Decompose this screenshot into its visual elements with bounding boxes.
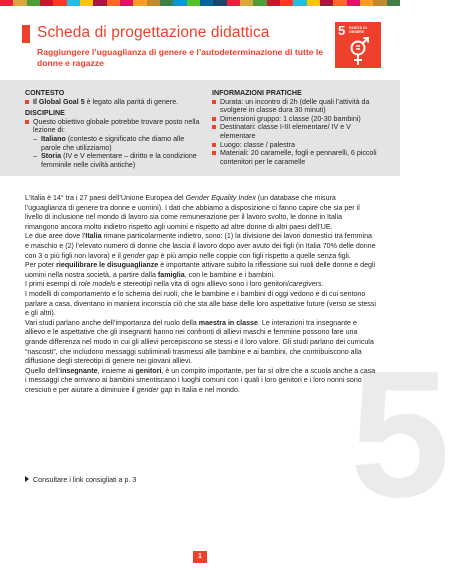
sdg-color-segment bbox=[120, 0, 133, 6]
sdg-color-segment bbox=[13, 0, 26, 6]
goal-number: 5 bbox=[338, 23, 346, 38]
info-box bbox=[0, 80, 400, 176]
goal-label: PARITÀ DI GENERE bbox=[349, 26, 367, 35]
arrow-right-icon bbox=[25, 476, 29, 482]
context-item-bold: Il Global Goal 5 bbox=[33, 97, 85, 106]
sdg-color-segment bbox=[67, 0, 80, 6]
paragraph: Per poter riequilibrare le disuguaglianze è importante attivare subito la riflessione sui ruoli delle donne e degli uomini nella nostra società, a partire dalla famiglia, con le bambine e i bambini. bbox=[25, 261, 376, 279]
page-title: Scheda di progettazione didattica bbox=[37, 24, 270, 41]
context-item bbox=[25, 98, 200, 107]
context-item-text: è legato alla parità di genere. bbox=[84, 97, 179, 106]
sdg-color-segment bbox=[253, 0, 266, 6]
page-subtitle: Raggiungere l’uguaglianza di genere e l’autodeterminazione di tutte le donne e ragazze bbox=[37, 47, 324, 68]
sdg5-badge bbox=[335, 22, 381, 68]
body-text bbox=[25, 194, 377, 395]
sdg-color-segment bbox=[293, 0, 306, 6]
discipline-item: – Storia (IV e V elementare – diritto e la condizione femminile nelle civiltà antiche) bbox=[33, 152, 200, 169]
links-reference-text: Consultare i link consigliati a p. 3 bbox=[33, 476, 137, 484]
practical-item: Luogo: classe / palestra bbox=[212, 141, 387, 150]
sdg-color-segment bbox=[200, 0, 213, 6]
paragraph: Quello dell’insegnante, insieme ai genitori, è un compito importante, per far sì oltre che a scuola anche a casa i messaggi che arrivano ai bambini smentiscano i luoghi comuni con i quali i loro genitori e i loro nonni sono cresciuti e per aiutare a diminuire il gender gap in Italia e nel mondo. bbox=[25, 366, 376, 394]
sdg-color-segment bbox=[320, 0, 333, 6]
sdg-color-segment bbox=[133, 0, 146, 6]
sdg-color-segment bbox=[80, 0, 93, 6]
watermark-number: 5 bbox=[350, 334, 450, 535]
practical-heading: INFORMAZIONI PRATICHE bbox=[212, 89, 302, 97]
sdg-color-segment bbox=[240, 0, 253, 6]
sdg-color-segment bbox=[307, 0, 320, 6]
discipline-item: – Italiano (contesto e significato che diamo alle parole che utilizziamo) bbox=[33, 135, 200, 152]
paragraph: I modelli di comportamento e lo schema dei ruoli, che le bambine e i bambini di oggi vedono e di cui sentono parlare a casa, diventano in maniera inconscia ciò che sta alle base delle loro aspettative future (verso se stessi e gli altri). bbox=[25, 289, 376, 318]
sdg-color-segment bbox=[387, 0, 400, 6]
paragraph: Vari studi parlano anche dell’importanza del ruolo della maestra in classe. Le interazioni tra insegnante e allievo e le aspettative che gli insegnanti hanno nei confronti di allievi maschi e femmine possono fare una grande differenza nel modo in cui gli allievi percepiscono se stessi e il loro valore. Gli studi parlano dei curricula “nascosti”, che includono messaggi subliminali trasmessi alle bambine e ai bambini, che contribuiscono alla diffusione degli stereotipi di genere nei giovani allievi. bbox=[25, 318, 374, 366]
practical-info-column bbox=[212, 89, 387, 166]
sdg-color-segment bbox=[360, 0, 373, 6]
paragraph: Le due aree dove l’Italia rimane particolarmente indietro, sono: (1) la divisione dei lavori domestici tra femmina e maschio e (2) l’elevato numero di donne che lascia il lavoro dopo aver avuto dei figli (in Italia 70% delle donne con 3 o più figli non lavora) e il gender gap è più ampio nelle coppie con figli rispetto a quelle senza figli. bbox=[25, 232, 376, 260]
title-accent-bar bbox=[22, 25, 30, 43]
sdg-color-segment bbox=[280, 0, 293, 6]
sdg-color-segment bbox=[53, 0, 66, 6]
sdg-color-segment bbox=[213, 0, 226, 6]
sdg-color-segment bbox=[187, 0, 200, 6]
context-column bbox=[25, 89, 200, 169]
practical-item: Durata: un incontro di 2h (delle quali l’attività da svolgere in classe dura 30 minuti) bbox=[212, 98, 387, 115]
sdg-color-segment bbox=[173, 0, 186, 6]
disciplines-intro: Questo obiettivo globale potrebbe trovare posto nella lezione di: – Italiano (contesto e significato che diamo alle parole che utilizziamo) – Storia (IV e V elementare – diritto e la condizione femminile nelle civiltà antiche) bbox=[25, 118, 200, 170]
practical-item: Dimensioni gruppo: 1 classe (20-30 bambini) bbox=[212, 115, 387, 124]
practical-item: Materiali: 20 caramelle, fogli e pennarelli, 6 piccoli contenitori per le caramelle bbox=[212, 149, 387, 166]
sdg-color-segment bbox=[373, 0, 386, 6]
sdg-color-segment bbox=[27, 0, 40, 6]
sdg-color-strip bbox=[0, 0, 400, 6]
sdg-color-segment bbox=[0, 0, 13, 6]
sdg-color-segment bbox=[227, 0, 240, 6]
sdg-color-segment bbox=[93, 0, 106, 6]
sdg-color-segment bbox=[333, 0, 346, 6]
gender-equality-icon bbox=[346, 37, 372, 67]
practical-item: Destinatari: classe I-III elementare/ IV e V elementare bbox=[212, 123, 387, 140]
paragraph: L’Italia è 14° tra i 27 paesi dell’Unione Europea del Gender Equality Index (un database che misura l’uguaglianza di genere tra donne e uomini). I dati che abbiamo a disposizione ci fanno capire che sia per il livello di inclusione nel mondo di lavoro sia come remunerazione per il lavoro svolto, le donne in Italia rimangono ancora molto indietro rispetto agli uomini e rispetto ad altre donne di altri paesi dell’UE. bbox=[25, 194, 360, 231]
sdg-color-segment bbox=[147, 0, 160, 6]
sdg-color-segment bbox=[160, 0, 173, 6]
sdg-color-segment bbox=[40, 0, 53, 6]
context-heading: CONTESTO bbox=[25, 89, 65, 97]
disciplines-heading: DISCIPLINE bbox=[25, 109, 65, 118]
links-reference[interactable] bbox=[25, 476, 136, 484]
page-number: 1 bbox=[193, 551, 207, 563]
sdg-color-segment bbox=[267, 0, 280, 6]
sdg-color-segment bbox=[107, 0, 120, 6]
paragraph: I primi esempi di role models e stereotipi nella vita di ogni allievo sono i loro genitori/caregivers. bbox=[25, 280, 324, 289]
sdg-color-segment bbox=[347, 0, 360, 6]
